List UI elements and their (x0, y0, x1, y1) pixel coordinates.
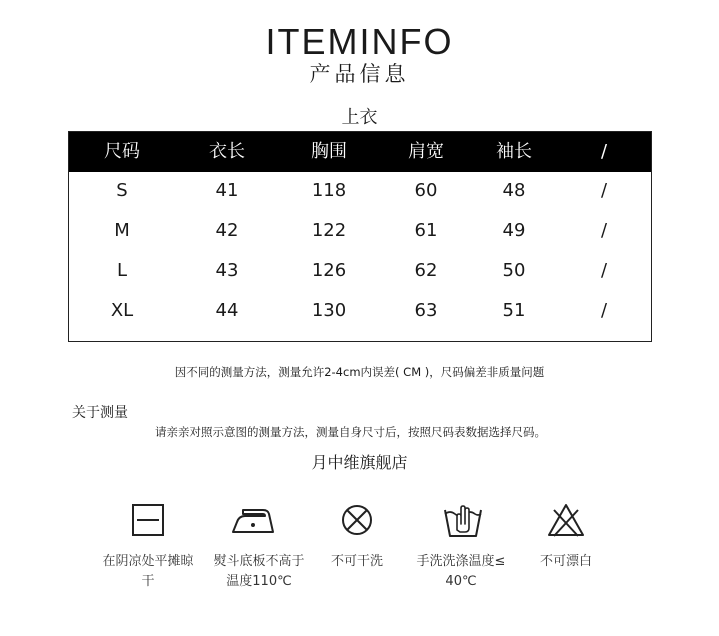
care-label-hand-wash: 手洗洗涤温度≤ 40℃ (416, 554, 506, 589)
table-cell: 61 (414, 220, 438, 241)
hand-wash-icon (442, 502, 484, 538)
table-cell: L (116, 260, 128, 281)
table-row (69, 299, 651, 323)
table-header-row (69, 132, 651, 172)
table-cell: 51 (502, 300, 526, 321)
table-cell: XL (110, 300, 134, 321)
table-cell: 62 (414, 260, 438, 281)
table-cell: 41 (215, 180, 239, 201)
header-title: ITEMINFO (265, 21, 454, 62)
care-label-no-bleach: 不可漂白 (539, 554, 592, 569)
no-dry-clean-icon (339, 502, 375, 538)
table-cell: 130 (311, 300, 347, 321)
iron-low-temp-icon (229, 502, 277, 538)
no-bleach-icon (546, 502, 586, 538)
table-cell: 43 (215, 260, 239, 281)
table-row (69, 179, 651, 203)
table-cell: 48 (502, 180, 526, 201)
table-cell: / (600, 260, 608, 281)
table-header-cell: 袖长 (496, 141, 532, 162)
measurement-guide-text: 请亲亲对照示意图的测量方法，测量自身尺寸后，按照尺码表数据选择尺码。 (155, 425, 546, 439)
table-cell: 42 (215, 220, 239, 241)
table-cell: / (600, 300, 608, 321)
care-label-flat-dry: 在阴凉处平摊晾 干 (102, 554, 194, 589)
table-cell: 126 (311, 260, 347, 281)
flat-dry-shade-icon (130, 502, 166, 538)
table-cell: 44 (215, 300, 239, 321)
table-header-cell: 胸围 (311, 141, 347, 162)
care-label-iron: 熨斗底板不高于 温度110℃ (213, 554, 305, 589)
measurement-guide-heading: 关于测量 (72, 405, 128, 421)
size-table (68, 131, 652, 342)
table-header-cell: / (600, 141, 608, 162)
table-caption: 上衣 (341, 107, 378, 128)
table-header-cell: 肩宽 (408, 141, 444, 162)
table-cell: 50 (502, 260, 526, 281)
table-row (69, 259, 651, 283)
table-cell: S (116, 180, 128, 201)
header-subtitle: 产品信息 (309, 62, 410, 86)
table-cell: 118 (311, 180, 347, 201)
table-cell: / (600, 180, 608, 201)
table-row (69, 219, 651, 243)
store-name: 月中维旗舰店 (311, 453, 408, 472)
table-cell: 122 (311, 220, 347, 241)
table-header-cell: 尺码 (104, 141, 140, 162)
table-cell: 49 (502, 220, 526, 241)
table-cell: M (114, 220, 130, 241)
table-header-cell: 衣长 (209, 141, 245, 162)
measurement-note: 因不同的测量方法，测量允许2-4cm内误差( CM )，尺码偏差非质量问题 (174, 365, 545, 379)
table-cell: / (600, 220, 608, 241)
care-label-no-dry-clean: 不可干洗 (330, 554, 383, 569)
table-cell: 63 (414, 300, 438, 321)
table-cell: 60 (414, 180, 438, 201)
